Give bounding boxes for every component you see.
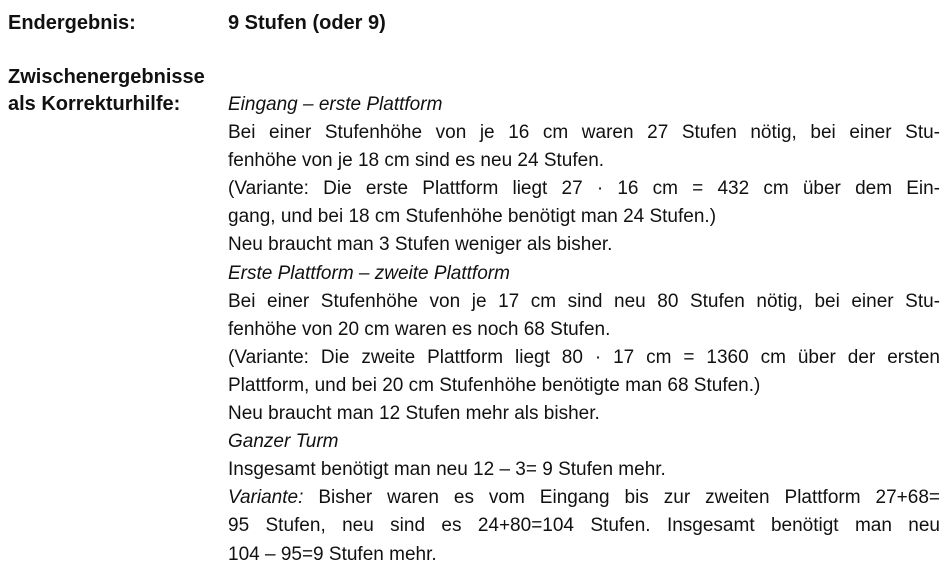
section-heading-whole-tower: Ganzer Turm [228, 431, 339, 453]
intermediate-results-text [228, 91, 940, 569]
result-label: Endergebnis: [8, 12, 136, 34]
paragraph-line: Bei einer Stufenhöhe von je 17 cm sind neu 80 Stufen nötig, bei einer Stu- [228, 290, 940, 312]
section-heading-first-second-platform: Erste Plattform – zweite Plattform [228, 262, 510, 284]
intermediate-label-line-2: als Korrekturhilfe: [8, 93, 181, 115]
paragraph-line: 104 – 95=9 Stufen mehr. [228, 543, 437, 565]
paragraph-line: (Variante: Die erste Plattform liegt 27 · 16 cm = 432 cm über dem Ein- [228, 178, 940, 200]
paragraph-line: Plattform, und bei 20 cm Stufenhöhe benötigte man 68 Stufen.) [228, 374, 761, 396]
paragraph-line: gang, und bei 18 cm Stufenhöhe benötigt man 24 Stufen.) [228, 206, 717, 228]
paragraph-line: Neu braucht man 3 Stufen weniger als bisher. [228, 234, 613, 256]
paragraph-line: Bei einer Stufenhöhe von je 16 cm waren 27 Stufen nötig, bei einer Stu- [228, 122, 940, 144]
paragraph-line: (Variante: Die zweite Plattform liegt 80 · 17 cm = 1360 cm über der ersten [228, 346, 940, 368]
intermediate-label-line-1: Zwischenergebnisse [8, 66, 205, 88]
variant-label: Variante: [228, 487, 304, 509]
paragraph-line: fenhöhe von je 18 cm sind es neu 24 Stufen. [228, 150, 605, 172]
section-heading-entrance-first-platform: Eingang – erste Plattform [228, 94, 443, 115]
result-value: 9 Stufen (oder 9) [228, 12, 386, 34]
paragraph-line: fenhöhe von 20 cm waren es noch 68 Stufen. [228, 318, 611, 340]
paragraph-line: Neu braucht man 12 Stufen mehr als bisher. [228, 403, 600, 425]
paragraph-line-variant [228, 484, 940, 512]
paragraph-line: 95 Stufen, neu sind es 24+80=104 Stufen. Insgesamt benötigt man neu [228, 515, 940, 537]
variant-text: Bisher waren es vom Eingang bis zur zweiten Plattform 27+68= [303, 487, 940, 509]
paragraph-line: Insgesamt benötigt man neu 12 – 3= 9 Stufen mehr. [228, 459, 666, 481]
